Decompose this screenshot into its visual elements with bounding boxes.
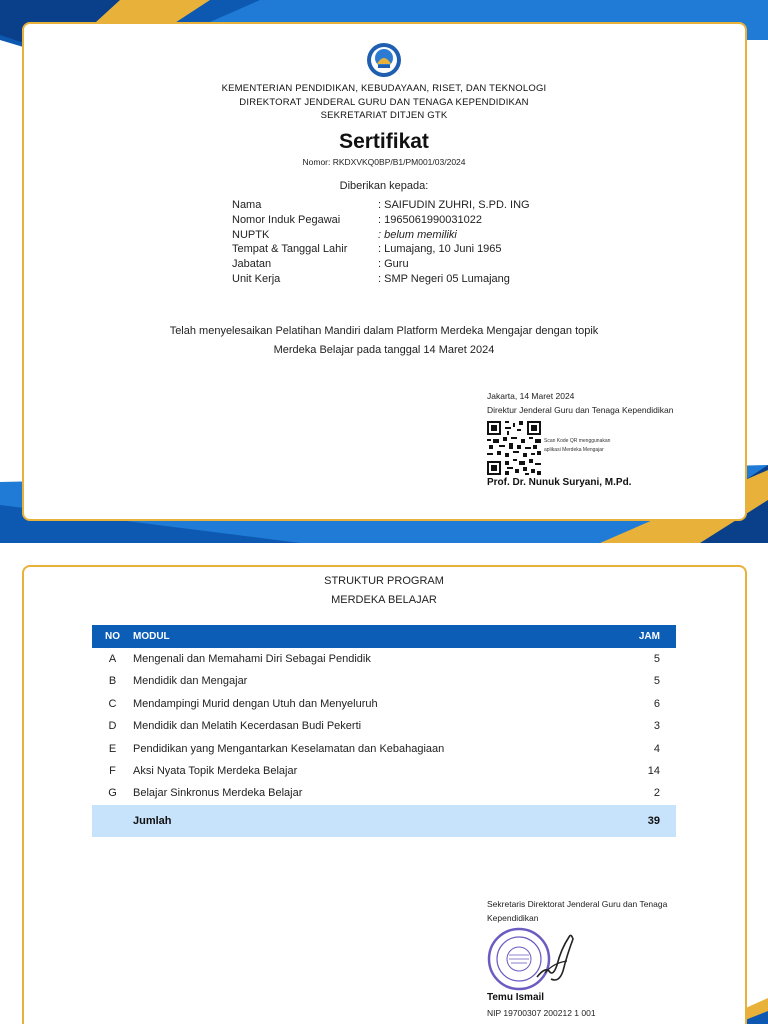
certificate-title: Sertifikat — [339, 130, 429, 153]
completion-line-2: Merdeka Belajar pada tanggal 14 Maret 2024 — [273, 344, 495, 356]
tut-wuri-handayani-logo-icon — [366, 42, 402, 78]
header-module: MODUL — [133, 631, 170, 642]
info-value: : SAIFUDIN ZUHRI, S.PD. ING — [378, 199, 530, 211]
row-hours: 2 — [653, 787, 660, 800]
table-row — [92, 738, 676, 760]
qr-code-icon — [487, 421, 541, 475]
row-hours: 14 — [647, 764, 660, 777]
secretary-title-line-1: Sekretaris Direktorat Jenderal Guru dan Tenaga — [487, 899, 668, 909]
info-value: : Lumajang, 10 Juni 1965 — [378, 243, 502, 256]
module-table — [92, 625, 676, 837]
info-row-name — [232, 198, 572, 213]
row-no: A — [108, 653, 117, 665]
ministry-line-3: SEKRETARIAT DITJEN GTK — [320, 110, 448, 121]
row-module: Mendampingi Murid dengan Utuh dan Menyeluruh — [133, 697, 378, 710]
row-module: Pendidikan yang Mengantarkan Keselamatan dan Kebahagiaan — [133, 742, 445, 755]
ministry-line-1: KEMENTERIAN PENDIDIKAN, KEBUDAYAAN, RISET, DAN TEKNOLOGI — [221, 83, 547, 94]
signature-block — [487, 389, 727, 417]
row-no: D — [108, 720, 117, 733]
header-hours: JAM — [638, 631, 660, 642]
total-label: Jumlah — [133, 814, 172, 827]
qr-note — [544, 437, 654, 455]
info-label: Jabatan — [232, 258, 272, 271]
row-hours: 6 — [653, 697, 660, 710]
info-value: : 1965061990031022 — [378, 213, 482, 226]
table-header — [92, 625, 676, 648]
info-label: Unit Kerja — [232, 272, 281, 285]
program-title-line-2: MERDEKA BELAJAR — [331, 594, 437, 606]
table-row — [92, 693, 676, 715]
table-row — [92, 715, 676, 737]
info-row-birth — [232, 242, 572, 257]
row-hours: 5 — [653, 653, 660, 665]
program-structure-page — [0, 543, 768, 1024]
row-no: B — [108, 675, 117, 688]
total-hours: 39 — [647, 814, 660, 827]
secretary-nip: NIP 19700307 200212 1 001 — [487, 1008, 596, 1018]
recipient-info-table — [232, 198, 572, 287]
certificate-number: Nomor: RKDXVKQ0BP/B1/PM001/03/2024 — [302, 157, 466, 167]
qr-note-line-1: Scan Kode QR menggunakan — [544, 438, 611, 444]
ministry-line-2: DIREKTORAT JENDERAL GURU DAN TENAGA KEPENDIDIKAN — [239, 97, 529, 108]
info-label: Nama — [232, 199, 262, 211]
header-no: NO — [105, 631, 120, 642]
row-module: Belajar Sinkronus Merdeka Belajar — [133, 787, 303, 800]
table-row — [92, 648, 676, 670]
info-label: Tempat & Tanggal Lahir — [232, 243, 348, 256]
info-label: NUPTK — [232, 228, 270, 241]
info-row-position — [232, 257, 572, 272]
signer-title: Direktur Jenderal Guru dan Tenaga Kependidikan — [487, 405, 674, 415]
info-row-nip — [232, 213, 572, 228]
secretary-name: Temu Ismail — [487, 992, 545, 1003]
info-value: : Guru — [378, 258, 409, 271]
info-value: : belum memiliki — [378, 228, 457, 241]
row-no: F — [109, 764, 116, 777]
row-hours: 5 — [653, 675, 660, 688]
program-title-line-1: STRUKTUR PROGRAM — [324, 575, 444, 587]
given-to-label: Diberikan kepada: — [339, 180, 429, 192]
info-row-nuptk — [232, 228, 572, 243]
total-spacer — [92, 805, 133, 837]
row-no: G — [108, 787, 117, 800]
completion-line-1: Telah menyelesaikan Pelatihan Mandiri dalam Platform Merdeka Mengajar dengan topik — [169, 325, 599, 337]
secretary-title-line-2: Kependidikan — [487, 913, 539, 923]
table-row — [92, 782, 676, 804]
row-module: Mendidik dan Mengajar — [133, 675, 248, 688]
row-no: C — [108, 697, 117, 710]
row-module: Mengenali dan Memahami Diri Sebagai Pendidik — [133, 653, 371, 665]
table-row — [92, 760, 676, 782]
qr-note-line-2: aplikasi Merdeka Mengajar — [544, 447, 604, 453]
row-module: Aksi Nyata Topik Merdeka Belajar — [133, 764, 298, 777]
signer-name: Prof. Dr. Nunuk Suryani, M.Pd. — [487, 477, 632, 488]
place-date: Jakarta, 14 Maret 2024 — [487, 391, 575, 401]
table-row — [92, 670, 676, 692]
table-total-row — [92, 805, 676, 837]
row-hours: 4 — [653, 742, 660, 755]
info-value: : SMP Negeri 05 Lumajang — [378, 272, 510, 285]
secretary-title — [487, 897, 707, 925]
row-module: Mendidik dan Melatih Kecerdasan Budi Pekerti — [133, 720, 362, 733]
row-hours: 3 — [653, 720, 660, 733]
official-stamp-and-signature-icon — [487, 927, 587, 991]
row-no: E — [108, 742, 117, 755]
info-label: Nomor Induk Pegawai — [232, 213, 341, 226]
info-row-work-unit — [232, 272, 572, 287]
